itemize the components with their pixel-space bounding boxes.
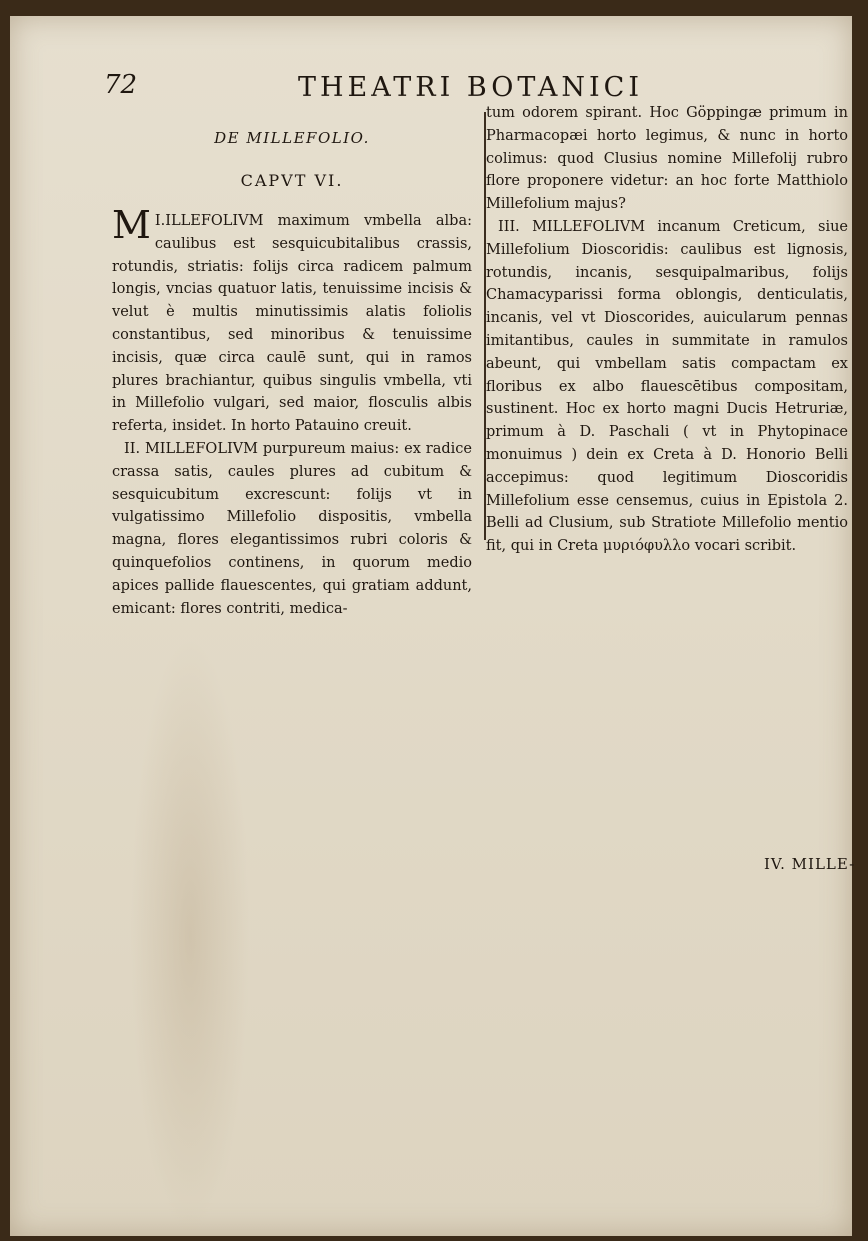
paragraph-1-text: ILLEFOLIVM maximum vmbella alba: caulibus est sesquicubitalibus crassis, rotundis, striatis: folijs circa radicem palmum longis, vncias quatuor latis, tenuissime incisis & velut è multis minutissimis alatis foliolis constantibus, sed minoribus & tenuissime incisis, quæ circa caulē sunt, qui in ramos plures brachiantur, quibus singulis vmbella, vti in Millefolio vulgari, sed maior, flosculis albis referta, insidet. In horto Patauino creuit.	[112, 213, 472, 435]
chapter-heading: DE MILLEFOLIO.	[214, 129, 370, 147]
right-column	[486, 102, 848, 558]
left-column	[112, 125, 472, 620]
paragraph-3: III. MILLEFOLIVM incanum Creticum, siue Millefolium Dioscoridis: caulibus est lignosis, rotundis, incanis, sesquipalmaribus, folijs Chamacyparissi forma oblongis, denticulatis, incanis, vel vt Dioscorides, auicularum pennas imitantibus, caules in summitate in ramulos abeunt, qui vmbellam satis compactam ex floribus ex albo flauescētibus compositam, sustinent. Hoc ex horto magni Ducis Hetruriæ, primum à D. Paschali ( vt in Phytopinace monuimus ) dein ex Creta à D. Honorio Belli accepimus: quod legitimum Dioscoridis Millefolium esse censemus, cuius in Epistola 2. Belli ad Clusium, sub Stratiote Millefolio mentio fit, qui in Creta μυριόφυλλο vocari scribit.	[486, 218, 848, 555]
water-stain	[130, 636, 250, 1236]
paragraph-2: II. MILLEFOLIVM purpureum maius: ex radice crassa satis, caules plures ad cubitum & sesquicubitum excrescunt: folijs vt in vulgatissimo Millefolio dispositis, vmbella magna, flores elegantissimos rubri coloris & quinquefolios continens, in quorum medio apices pallide flauescentes, qui gratiam addunt, emicant: flores contriti, medica-	[112, 440, 472, 617]
paragraph-1-numeral: I.	[154, 213, 166, 229]
paragraph-1	[112, 203, 472, 438]
running-head: THEATRI BOTANICI	[298, 72, 643, 103]
chapter-number: CAPVT VI.	[240, 171, 344, 190]
paragraph-continuation: tum odorem spirant. Hoc Göppingæ primum in Pharmacopæi horto legimus, & nunc in horto colimus: quod Clusius nomine Millefolij rubro flore proponere videtur: an hoc forte Matthiolo Millefolium majus?	[486, 105, 848, 213]
drop-capital: M	[112, 203, 151, 247]
catchword: IV. MILLE-	[764, 855, 856, 873]
page-number: 72	[104, 70, 138, 100]
